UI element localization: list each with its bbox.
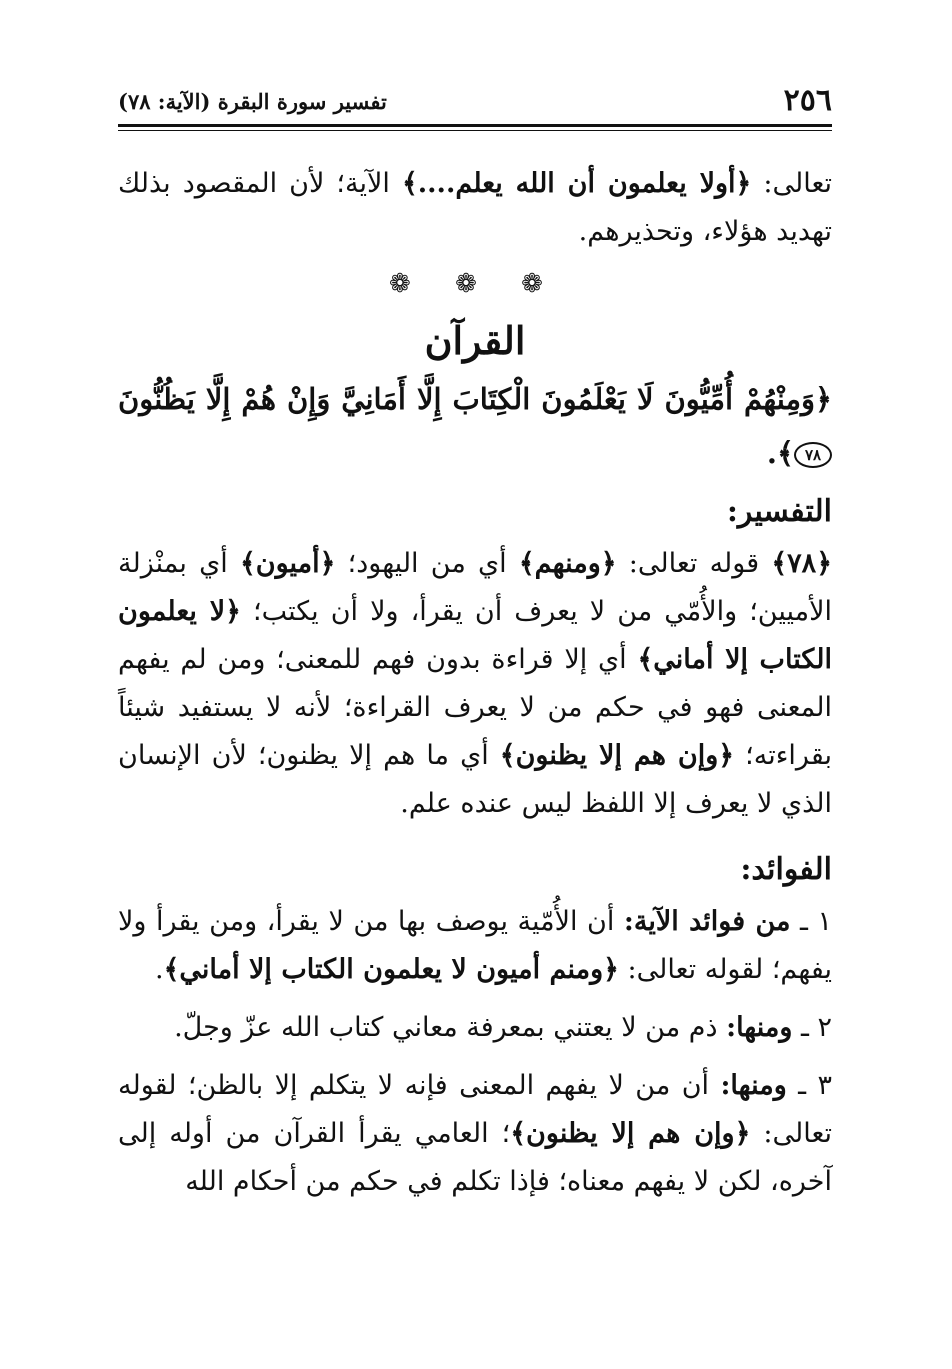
page-header bbox=[118, 78, 832, 122]
benefits-heading: الفوائد: bbox=[740, 852, 832, 887]
benefit-quote: ﴿ومنم أميون لا يعلمون الكتاب إلا أماني﴾ bbox=[163, 954, 619, 985]
section-separator: ❁ ❁ ❁ bbox=[389, 269, 561, 299]
benefit-label: ومنها: bbox=[720, 1070, 787, 1101]
header-rule bbox=[118, 124, 832, 131]
verse-end: ﴾. bbox=[766, 436, 794, 470]
benefit-label: ومنها: bbox=[726, 1012, 793, 1043]
tafsir-quote: ﴿ومنهم﴾ bbox=[518, 548, 617, 579]
benefit-text: ؛ العامي يقرأ القرآن من أوله إلى آخره، لكن لا يفهم معناه؛ فإذا تكلم في حكم من أحكام الله bbox=[118, 1118, 832, 1197]
quran-verse bbox=[118, 372, 832, 480]
tafsir-paragraph bbox=[118, 540, 832, 828]
benefit-number: ٣ ـ bbox=[786, 1070, 832, 1101]
benefit-text: أن الأُمّية يوصف بها من لا يقرأ، ومن يقرأ ولا يفهم؛ لقوله تعالى: bbox=[118, 906, 832, 985]
quran-heading: القرآن bbox=[424, 318, 526, 363]
running-title: تفسير سورة البقرة (الآية: ٧٨) bbox=[118, 89, 387, 114]
benefit-number: ٢ ـ bbox=[792, 1012, 832, 1043]
tafsir-text: أي بمنْزلة الأميين؛ والأُمّي من لا يعرف أن يقرأ، ولا أن يكتب؛ bbox=[118, 548, 832, 627]
tafsir-quote: ﴿لا يعلمون الكتاب إلا أماني﴾ bbox=[118, 596, 832, 675]
tafsir-text: أي ما هم إلا يظنون؛ لأن الإنسان الذي لا يعرف إلا اللفظ ليس عنده علم. bbox=[118, 740, 832, 819]
tafsir-verse-number: ﴿٧٨﴾ bbox=[771, 548, 833, 579]
intro-text-2: الآية؛ لأن المقصود بذلك تهديد هؤلاء، وتحذيرهم. bbox=[118, 168, 832, 247]
benefit-text: أن من لا يفهم المعنى فإنه لا يتكلم إلا بالظن؛ لقوله تعالى: bbox=[118, 1070, 833, 1149]
ayah-number-marker: ٧٨ bbox=[794, 442, 832, 468]
tafsir-quote: ﴿أميون﴾ bbox=[239, 548, 336, 579]
intro-paragraph bbox=[118, 160, 832, 256]
benefit-text: . bbox=[155, 954, 164, 985]
benefit-text: ذم من لا يعتني بمعرفة معاني كتاب الله عزّ وجلّ. bbox=[174, 1012, 727, 1043]
benefit-item-2 bbox=[118, 1004, 832, 1052]
verse-text: ﴿وَمِنْهُمْ أُمِّيُّونَ لَا يَعْلَمُونَ الْكِتَابَ إِلَّا أَمَانِيَّ وَإِنْ هُمْ إِلَّا يَظُنُّونَ bbox=[118, 382, 832, 416]
benefit-item-3 bbox=[118, 1062, 832, 1206]
benefit-item-1 bbox=[118, 898, 832, 994]
intro-text-1: تعالى: bbox=[751, 168, 832, 199]
page-content bbox=[118, 160, 832, 1206]
benefit-quote: ﴿وإن هم إلا يظنون﴾ bbox=[510, 1118, 751, 1149]
tafsir-quote: ﴿وإن هم إلا يظنون﴾ bbox=[499, 740, 735, 771]
tafsir-text: أي من اليهود؛ bbox=[335, 548, 519, 579]
tafsir-heading: التفسير: bbox=[726, 494, 832, 529]
intro-quote: ﴿أولا يعلمون أن الله يعلم....﴾ bbox=[401, 168, 752, 199]
page-number: ٢٥٦ bbox=[783, 83, 832, 118]
tafsir-text: أي إلا قراءة بدون فهم للمعنى؛ ومن لم يفهم المعنى فهو في حكم من لا يعرف القراءة؛ لأنه لا يستفيد شيئاً بقراءته؛ bbox=[118, 644, 832, 771]
benefit-number: ١ ـ bbox=[790, 906, 832, 937]
tafsir-text: قوله تعالى: bbox=[616, 548, 772, 579]
benefit-label: من فوائد الآية: bbox=[623, 906, 791, 937]
